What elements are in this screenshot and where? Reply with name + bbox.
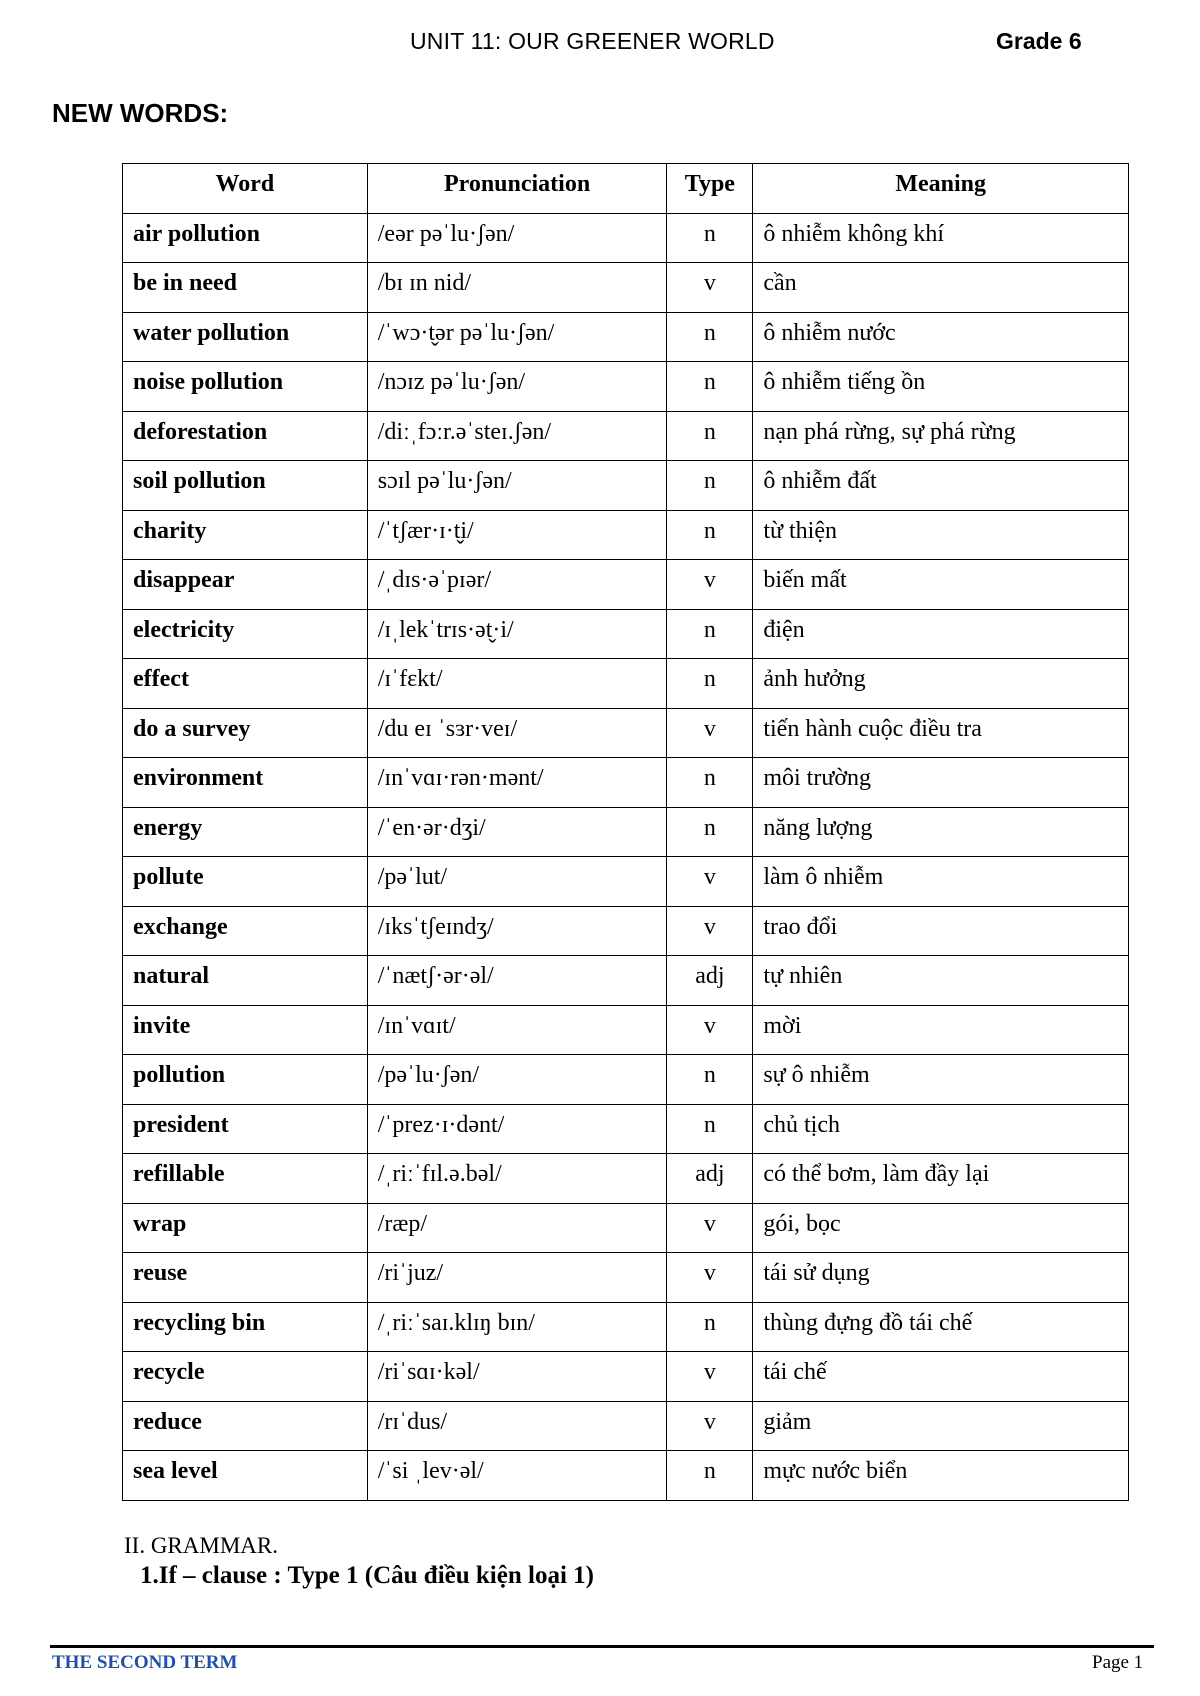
type-cell: v [667,1005,753,1055]
footer-divider [50,1645,1154,1648]
header-title: UNIT 11: OUR GREENER WORLD [410,28,775,54]
meaning-cell: gói, bọc [753,1203,1129,1253]
pronunciation-cell: /riˈjuz/ [367,1253,667,1303]
pronunciation-cell: /ˈsi ˌlev·əl/ [367,1451,667,1501]
word-cell: deforestation [123,411,368,461]
word-cell: pollute [123,857,368,907]
type-cell: n [667,213,753,263]
column-header-word: Word [123,164,368,214]
word-cell: reuse [123,1253,368,1303]
meaning-cell: ô nhiễm nước [753,312,1129,362]
header-grade: Grade 6 [996,28,1082,54]
table-row [123,1401,1129,1451]
column-header-pronunciation: Pronunciation [367,164,667,214]
type-cell: v [667,1352,753,1402]
column-header-meaning: Meaning [753,164,1129,214]
meaning-cell: mực nước biển [753,1451,1129,1501]
column-header-type: Type [667,164,753,214]
table-row [123,807,1129,857]
word-cell: air pollution [123,213,368,263]
pronunciation-cell: /ræp/ [367,1203,667,1253]
pronunciation-cell: /ɪˈfɛkt/ [367,659,667,709]
meaning-cell: ô nhiễm không khí [753,213,1129,263]
word-cell: president [123,1104,368,1154]
type-cell: n [667,362,753,412]
section-heading: NEW WORDS: [52,98,229,128]
pronunciation-cell: /ˈwɔ·t̬ər pəˈlu·ʃən/ [367,312,667,362]
meaning-cell: tự nhiên [753,956,1129,1006]
table-row [123,1302,1129,1352]
meaning-cell: điện [753,609,1129,659]
word-cell: water pollution [123,312,368,362]
table-row [123,213,1129,263]
type-cell: v [667,906,753,956]
pronunciation-cell: /ˈtʃær·ɪ·t̬i/ [367,510,667,560]
meaning-cell: chủ tịch [753,1104,1129,1154]
meaning-cell: ô nhiễm đất [753,461,1129,511]
table-row [123,758,1129,808]
type-cell: n [667,1302,753,1352]
meaning-cell: nạn phá rừng, sự phá rừng [753,411,1129,461]
table-row [123,1154,1129,1204]
word-cell: soil pollution [123,461,368,511]
type-cell: adj [667,1154,753,1204]
word-cell: electricity [123,609,368,659]
meaning-cell: tiến hành cuộc điều tra [753,708,1129,758]
type-cell: v [667,1253,753,1303]
meaning-cell: trao đổi [753,906,1129,956]
table-header-row [123,164,1129,214]
pronunciation-cell: /ˈprez·ɪ·dənt/ [367,1104,667,1154]
meaning-cell: tái sử dụng [753,1253,1129,1303]
type-cell: n [667,510,753,560]
pronunciation-cell: sɔɪl pəˈlu·ʃən/ [367,461,667,511]
meaning-cell: mời [753,1005,1129,1055]
table-row [123,1352,1129,1402]
type-cell: n [667,1104,753,1154]
table-row [123,1203,1129,1253]
table-row [123,1104,1129,1154]
word-cell: disappear [123,560,368,610]
type-cell: n [667,461,753,511]
meaning-cell: năng lượng [753,807,1129,857]
pronunciation-cell: /ˌriːˈfɪl.ə.bəl/ [367,1154,667,1204]
pronunciation-cell: /ˌriːˈsaɪ.klɪŋ bɪn/ [367,1302,667,1352]
table-row [123,1451,1129,1501]
word-cell: reduce [123,1401,368,1451]
table-row [123,560,1129,610]
table-row [123,362,1129,412]
type-cell: v [667,857,753,907]
pronunciation-cell: /diːˌfɔːr.əˈsteɪ.ʃən/ [367,411,667,461]
meaning-cell: từ thiện [753,510,1129,560]
type-cell: v [667,1203,753,1253]
word-cell: environment [123,758,368,808]
word-cell: recycle [123,1352,368,1402]
pronunciation-cell: /nɔɪz pəˈlu·ʃən/ [367,362,667,412]
pronunciation-cell: /ɪnˈvɑɪt/ [367,1005,667,1055]
word-cell: pollution [123,1055,368,1105]
word-cell: invite [123,1005,368,1055]
type-cell: v [667,263,753,313]
meaning-cell: tái chế [753,1352,1129,1402]
pronunciation-cell: /rɪˈdus/ [367,1401,667,1451]
pronunciation-cell: /du eɪ ˈsɜr·veɪ/ [367,708,667,758]
type-cell: n [667,1451,753,1501]
type-cell: n [667,312,753,362]
type-cell: n [667,807,753,857]
pronunciation-cell: /bɪ ɪn nid/ [367,263,667,313]
type-cell: n [667,659,753,709]
type-cell: n [667,411,753,461]
pronunciation-cell: /ˈen·ər·dʒi/ [367,807,667,857]
table-row [123,312,1129,362]
pronunciation-cell: /pəˈlu·ʃən/ [367,1055,667,1105]
table-row [123,510,1129,560]
word-cell: charity [123,510,368,560]
grammar-heading: II. GRAMMAR. [124,1533,278,1558]
table-row [123,609,1129,659]
word-cell: noise pollution [123,362,368,412]
pronunciation-cell: /ɪˌlekˈtrɪs·ət̬·i/ [367,609,667,659]
meaning-cell: giảm [753,1401,1129,1451]
table-row [123,659,1129,709]
table-row [123,956,1129,1006]
table-row [123,906,1129,956]
grammar-subheading: 1.If – clause : Type 1 (Câu điều kiện loại 1) [140,1562,594,1589]
word-cell: do a survey [123,708,368,758]
word-cell: sea level [123,1451,368,1501]
meaning-cell: ảnh hưởng [753,659,1129,709]
word-cell: energy [123,807,368,857]
table-row [123,1055,1129,1105]
pronunciation-cell: /ˌdɪs·əˈpɪər/ [367,560,667,610]
word-cell: natural [123,956,368,1006]
pronunciation-cell: /pəˈlut/ [367,857,667,907]
word-cell: refillable [123,1154,368,1204]
vocabulary-table-body [123,213,1129,1500]
pronunciation-cell: /riˈsɑɪ·kəl/ [367,1352,667,1402]
meaning-cell: có thể bơm, làm đầy lại [753,1154,1129,1204]
pronunciation-cell: /eər pəˈlu·ʃən/ [367,213,667,263]
pronunciation-cell: /ɪnˈvɑɪ·rən·mənt/ [367,758,667,808]
footer-term: THE SECOND TERM [52,1652,238,1673]
footer-page-number: Page 1 [1092,1652,1144,1673]
vocabulary-table [122,163,1129,1501]
table-row [123,857,1129,907]
type-cell: v [667,708,753,758]
meaning-cell: thùng đựng đồ tái chế [753,1302,1129,1352]
word-cell: recycling bin [123,1302,368,1352]
table-row [123,1005,1129,1055]
type-cell: n [667,758,753,808]
table-row [123,411,1129,461]
table-row [123,708,1129,758]
pronunciation-cell: /ˈnætʃ·ər·əl/ [367,956,667,1006]
table-row [123,461,1129,511]
table-row [123,263,1129,313]
table-row [123,1253,1129,1303]
type-cell: n [667,609,753,659]
word-cell: exchange [123,906,368,956]
word-cell: be in need [123,263,368,313]
type-cell: adj [667,956,753,1006]
meaning-cell: ô nhiễm tiếng ồn [753,362,1129,412]
word-cell: effect [123,659,368,709]
pronunciation-cell: /ɪksˈtʃeɪndʒ/ [367,906,667,956]
meaning-cell: làm ô nhiễm [753,857,1129,907]
meaning-cell: môi trường [753,758,1129,808]
meaning-cell: sự ô nhiễm [753,1055,1129,1105]
type-cell: n [667,1055,753,1105]
meaning-cell: cần [753,263,1129,313]
meaning-cell: biến mất [753,560,1129,610]
type-cell: v [667,1401,753,1451]
type-cell: v [667,560,753,610]
word-cell: wrap [123,1203,368,1253]
